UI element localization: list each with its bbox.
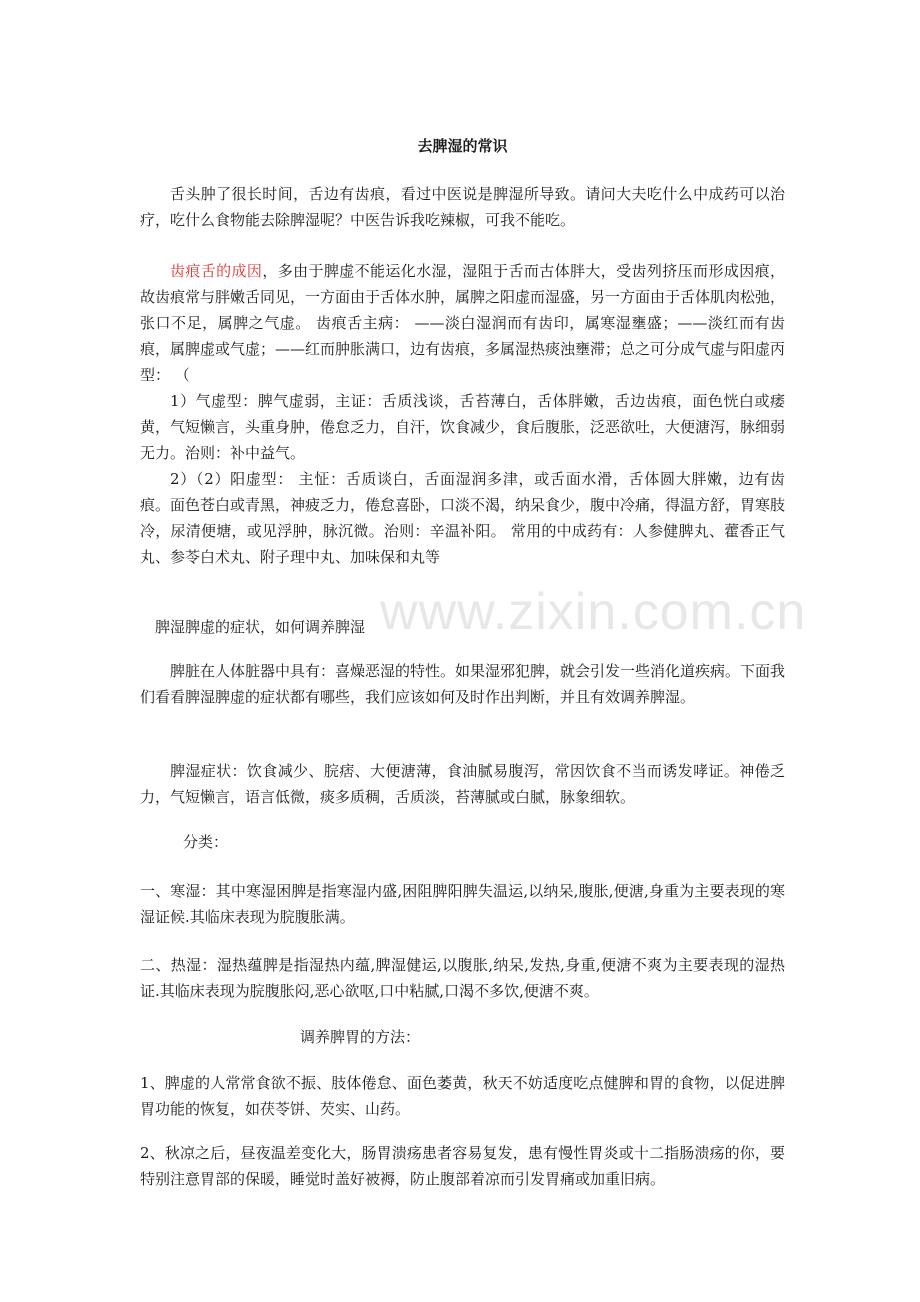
document-title: 去脾湿的常识 xyxy=(417,137,508,155)
method-1-paragraph: 1、脾虚的人常常食欲不振、肢体倦怠、面色萎黄，秋天不妨适度吃点健脾和胃的食物，以促进脾胃功能的恢复，如茯苓饼、芡实、山药。 xyxy=(140,1074,785,1118)
intro-paragraph: 脾脏在人体脏器中具有：喜燥恶湿的特性。如果湿邪犯脾，就会引发一些消化道疾病。下面我们看看脾湿脾虚的症状都有哪些，我们应该如何及时作出判断，并且有效调养脾湿。 xyxy=(140,662,786,706)
symptoms-paragraph: 脾湿症状：饮食减少、脘痞、大便溏薄，食油腻易腹泻，常因饮食不当而诱发哮证。神倦乏力，气短懒言，语言低微，痰多质稠，舌质淡，苔薄腻或白腻，脉象细软。 xyxy=(140,762,785,806)
hot-damp-paragraph: 二、热湿：湿热蕴脾是指湿热内蕴,脾湿健运,以腹胀,纳呆,发热,身重,便溏不爽为主要表现的湿热证.其临床表现为脘腹胀闷,恶心欲呕,口中粘腻,口渴不多饮,便溏不爽。 xyxy=(140,956,785,1000)
cold-damp-paragraph: 一、寒湿：其中寒湿困脾是指寒湿内盛,困阻脾阳脾失温运,以纳呆,腹胀,便溏,身重为主要表现的寒湿证候.其临床表现为脘腹胀满。 xyxy=(140,882,785,926)
cause-paragraph xyxy=(140,258,785,388)
question-paragraph: 舌头肿了很长时间，舌边有齿痕，看过中医说是脾湿所导致。请问大夫吃什么中成药可以治疗，吃什么食物能去除脾湿呢？中医告诉我吃辣椒，可我不能吃。 xyxy=(140,185,785,229)
method-heading: 调养脾胃的方法： xyxy=(300,1028,421,1046)
watermark: www.zixin.com.cn xyxy=(380,583,807,641)
section-heading-spleen: 脾湿脾虚的症状，如何调养脾湿 xyxy=(155,618,366,636)
yang-deficiency-paragraph: 2）（2）阳虚型： 主怔：舌质谈白，舌面湿润多津，或舌面水滑，舌体圆大胖嫩，边有齿痕。面色苍白或青黑，神疲乏力，倦怠喜卧，口淡不渴，纳呆食少，腹中冷痛，得温方舒，胃寒肢冷，尿清便塘，或见浮肿，脉沉微。治则：辛温补阳。 常用的中成药有：人参健脾丸、藿香正气丸、参苓白术丸、附子理中丸、加味保和丸等 xyxy=(140,470,786,566)
cause-highlight: 齿痕舌的成因 xyxy=(170,262,263,280)
qi-deficiency-paragraph: 1）气虚型：脾气虚弱，主证：舌质浅谈，舌苔薄白，舌体胖嫩，舌边齿痕，面色恍白或痿黄，气短懒言，头重身肿，倦怠乏力，自汗，饮食减少，食后腹胀，泛恶欲吐，大便溏泻，脉细弱无力。治则：补中益气。 xyxy=(140,392,786,462)
method-2-paragraph: 2、秋凉之后，昼夜温差变化大，肠胃溃疡患者容易复发，患有慢性胃炎或十二指肠溃疡的你，要特别注意胃部的保暖，睡觉时盖好被褥，防止腹部着凉而引发胃痛或加重旧病。 xyxy=(140,1144,785,1188)
cause-text: ，多由于脾虚不能运化水湿，湿阻于舌而古体胖大，受齿列挤压而形成因痕，故齿痕常与胖嫩舌同见，一方面由于舌体水肿，属脾之阳虚而湿盛，另一方面由于舌体肌肉松弛，张口不足，属脾之气虚。 齿痕舌主病： ——淡白湿润而有齿印，属寒湿壅盛；——淡红而有齿痕，属脾虚或气虚；——红而肿胀满口，边有齿痕，多属湿热痰浊壅滞；总之可分成气虚与阳虚丙型： （ xyxy=(140,262,786,384)
classification-heading: 分类： xyxy=(183,833,229,851)
